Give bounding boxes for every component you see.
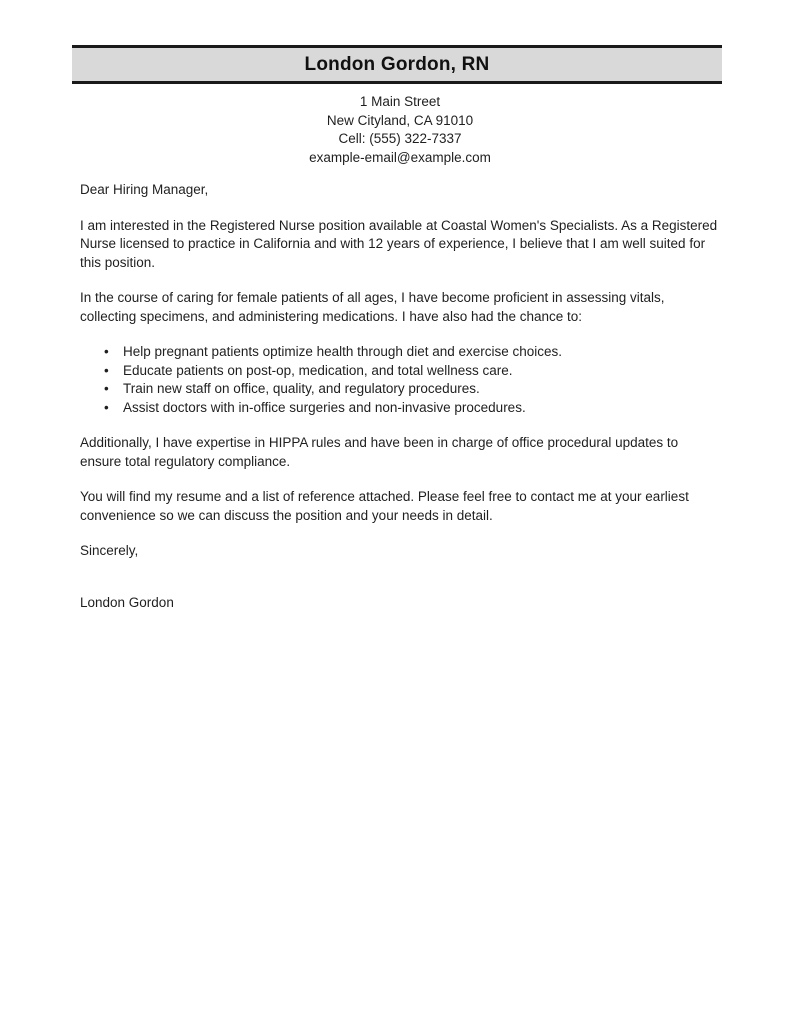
contact-phone: Cell: (555) 322-7337 — [338, 131, 462, 146]
contact-block — [80, 93, 720, 167]
valediction: Sincerely, — [80, 543, 139, 558]
bullet-item-train-staff: • Train new staff on office, quality, and regulatory procedures. — [80, 380, 720, 399]
paragraph-experience: In the course of caring for female patients of all ages, I have become proficient in assessing vitals, collecting specimens, and administering medications. I have also had the chance to: — [80, 290, 665, 324]
contact-city-state-zip: New Cityland, CA 91010 — [326, 112, 474, 128]
paragraph-closing: You will find my resume and a list of reference attached. Please feel free to contact me at your earliest convenience so we can discuss the position and your needs in detail. — [80, 489, 689, 523]
contact-street: 1 Main Street — [359, 94, 441, 109]
paragraph-introduction: I am interested in the Registered Nurse position available at Coastal Women's Specialists. As a Registered Nurse licensed to practice in California and with 12 years of experience, I believe that I am well suited for this position. — [80, 217, 718, 270]
signature-name: London Gordon — [80, 594, 174, 610]
letter-body — [80, 181, 720, 612]
applicant-name: London Gordon, RN — [304, 54, 490, 75]
bullet-item-assist-doctors: • Assist doctors with in-office surgeries and non-invasive procedures. — [80, 399, 720, 418]
skills-bullet-list — [80, 343, 720, 417]
contact-email: example-email@example.com — [309, 149, 491, 165]
salutation: Dear Hiring Manager, — [80, 182, 209, 197]
bullet-item-wellness-care: • Educate patients on post-op, medication, and total wellness care. — [80, 362, 720, 381]
header-banner — [72, 45, 722, 84]
paragraph-compliance: Additionally, I have expertise in HIPPA rules and have been in charge of office procedural updates to ensure total regulatory compliance. — [80, 435, 679, 469]
bullet-item-diet-exercise: • Help pregnant patients optimize health through diet and exercise choices. — [80, 343, 720, 362]
